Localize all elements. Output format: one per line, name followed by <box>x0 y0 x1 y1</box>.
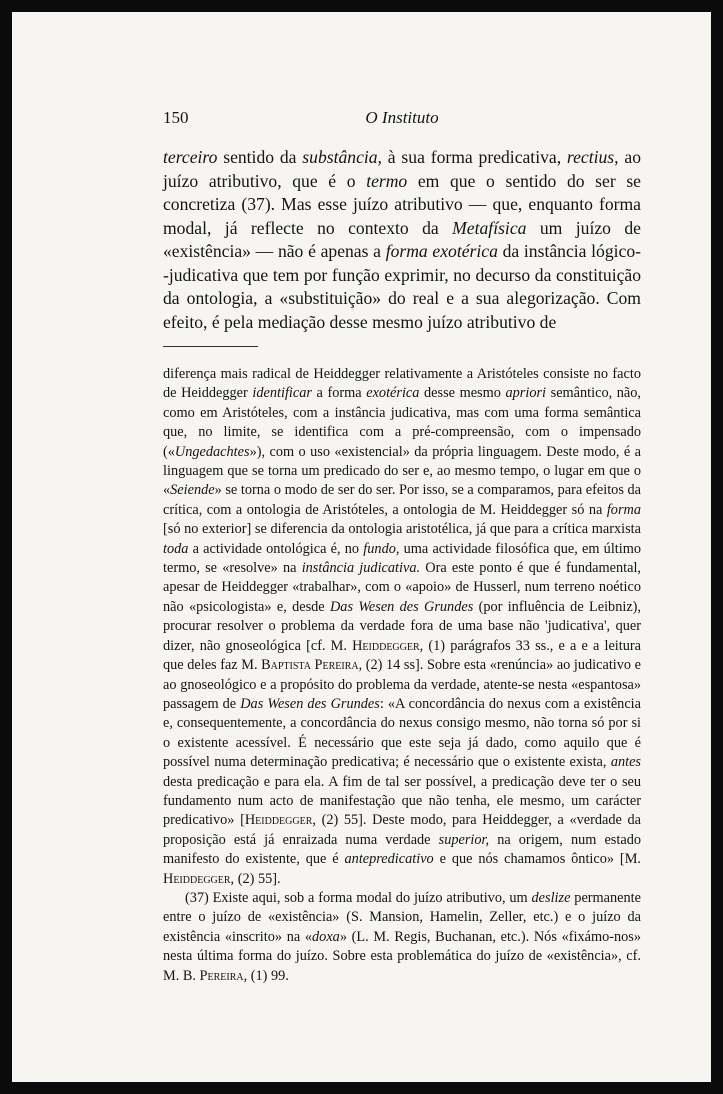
page-number: 150 <box>163 108 189 127</box>
text-run: um juízo de «existência» — não é apenas a <box>163 217 641 261</box>
italic-text: Ungedachtes <box>174 443 250 460</box>
italic-text: Seiende <box>170 482 215 499</box>
author-name: Heiddegger <box>163 870 231 887</box>
body-paragraph <box>163 146 641 334</box>
text-run: a actividade ontológica é, no <box>188 540 364 557</box>
italic-text: Das Wesen des Grundes <box>240 695 380 712</box>
italic-text: fundo, <box>363 540 400 557</box>
text-run: desta predicação e para ela. A fim de tal ser possível, a predicação deve ter o seu fundamento num acto de manifestação que não tenha, ele mesmo, um carácter predicativo» [ <box>163 773 641 829</box>
text-run: (37) Existe aqui, sob a forma modal do juízo atributivo, um <box>185 889 532 906</box>
text-run: [só no exterior] se diferencia da ontologia aristotélica, já que para a crítica marxista <box>163 521 641 538</box>
italic-text: terceiro <box>163 147 218 167</box>
italic-text: substância, <box>302 147 382 167</box>
text-run: uma actividade filosófica que, em último termo, se «resolve» na <box>163 540 642 577</box>
text-run: diferença mais radical de Heiddegger relativamente a Aristóteles consiste no facto de Heiddegger <box>163 366 641 402</box>
text-run: »), com o uso «existencial» da própria linguagem. Deste modo, é a linguagem que se torna um predicado do ser e, ao mesmo tempo, o lugar em que o « <box>163 443 641 499</box>
author-name: Heiddegger <box>352 637 420 654</box>
italic-text: instância judicativa. <box>301 560 421 577</box>
italic-text: apriori <box>505 385 547 402</box>
page-header <box>163 108 641 132</box>
author-name: Baptista Pereira <box>261 657 359 674</box>
text-run: , (2) 55]. Deste modo, para Heiddegger, a «verdade da proposição está já enraizada numa verdade <box>163 812 642 848</box>
italic-text: forma <box>606 501 641 518</box>
text-run: a forma <box>311 385 367 402</box>
italic-text: Das Wesen des Grundes <box>329 598 474 615</box>
author-name: Pereira <box>199 967 244 984</box>
italic-text: forma exotérica <box>385 241 498 261</box>
text-run: ao juízo atributivo, que é o <box>163 147 641 191</box>
italic-text: Metafísica <box>452 217 527 238</box>
italic-text: superior, <box>438 831 490 848</box>
italic-text: deslize <box>531 889 571 906</box>
text-run: , (2) 55]. <box>230 870 281 887</box>
text-run: (por influência de Leibniz), procurar resolver o problema da verdade fora de uma base não 'judicativa', quer dizer, não gnoseológica [cf. M. <box>163 598 641 654</box>
text-run: em que o sentido do ser se concretiza (37). Mas esse juízo atributivo — que, enquanto forma modal, já reflecte no contexto da <box>163 170 641 238</box>
italic-text: toda <box>163 540 189 557</box>
text-run: , (2) 14 ss]. Sobre esta «renúncia» ao judicativo e ao gnoseológico e a propósito do problema da verdade, atente-se nesta «espantosa» passagem de <box>163 657 641 712</box>
text-run: » (L. M. Regis, Buchanan, etc.). Nós «fixámo-nos» nesta última forma do juízo. Sobre esta problemática do juízo de «existência», cf. M. B. <box>163 928 641 984</box>
main-text <box>163 146 641 334</box>
text-run: permanente entre o juízo de «existência» (S. Mansion, Hamelin, Zeller, etc.) e o juízo da existência «inscrito» na « <box>163 889 641 945</box>
text-run: sentido da <box>217 147 303 167</box>
footnote-divider <box>163 346 258 347</box>
text-run: desse mesmo <box>419 385 506 402</box>
text-run: » se torna o modo de ser do ser. Por isso, se a comparamos, para efeitos da crítica, com a ontologia de Aristóteles, a ontologia de M. Heiddegger só na <box>163 482 641 518</box>
footnote-37 <box>163 889 641 986</box>
text-run: e que nós chamamos ôntico» [M. <box>433 851 641 868</box>
italic-text: identificar <box>252 385 312 402</box>
italic-text: rectius, <box>566 147 619 167</box>
footnote-continuation <box>163 365 641 889</box>
book-page <box>12 12 711 1082</box>
footnotes <box>163 365 641 986</box>
text-run: : «A concordância do nexus com a existência e, consequentemente, a concordância do nexus consigo mesmo, não torna só por si o existente acessível. É necessário que este seja já dado, como aquilo que é possível numa determinação predicativa; é necessário que o existente exista, <box>163 695 641 771</box>
text-run: , (1) 99. <box>243 967 289 984</box>
italic-text: doxa <box>312 928 340 945</box>
running-title: O Instituto <box>365 108 439 127</box>
author-name: Heiddegger <box>244 812 313 829</box>
text-run: na origem, num estado manifesto do existente, que é <box>163 831 641 868</box>
text-run: à sua forma predicativa, <box>381 147 567 167</box>
text-run: , (1) parágrafos 33 ss., e a e a leitura que deles faz M. <box>163 637 641 674</box>
italic-text: termo <box>366 170 408 191</box>
italic-text: exotérica <box>366 385 420 402</box>
text-run: Ora este ponto é que é fundamental, apesar de Heiddegger «trabalhar», com o «apoio» de Husserl, num terreno noético não «psicologista» e, desde <box>163 560 642 615</box>
italic-text: antepredicativo <box>344 851 434 868</box>
text-run: semântico, não, como em Aristóteles, com a instância judicativa, mas com uma forma semântica que, no limite, se identifica com a pré-compreensão, com o impensado (« <box>163 385 641 460</box>
text-run: da instância lógico--judicativa que tem por função exprimir, no decurso da constituição da ontologia, a «substituição» do real e a sua alegorização. Com efeito, é pela mediação desse mesmo juízo atributivo de <box>163 241 641 332</box>
italic-text: antes <box>610 754 641 771</box>
